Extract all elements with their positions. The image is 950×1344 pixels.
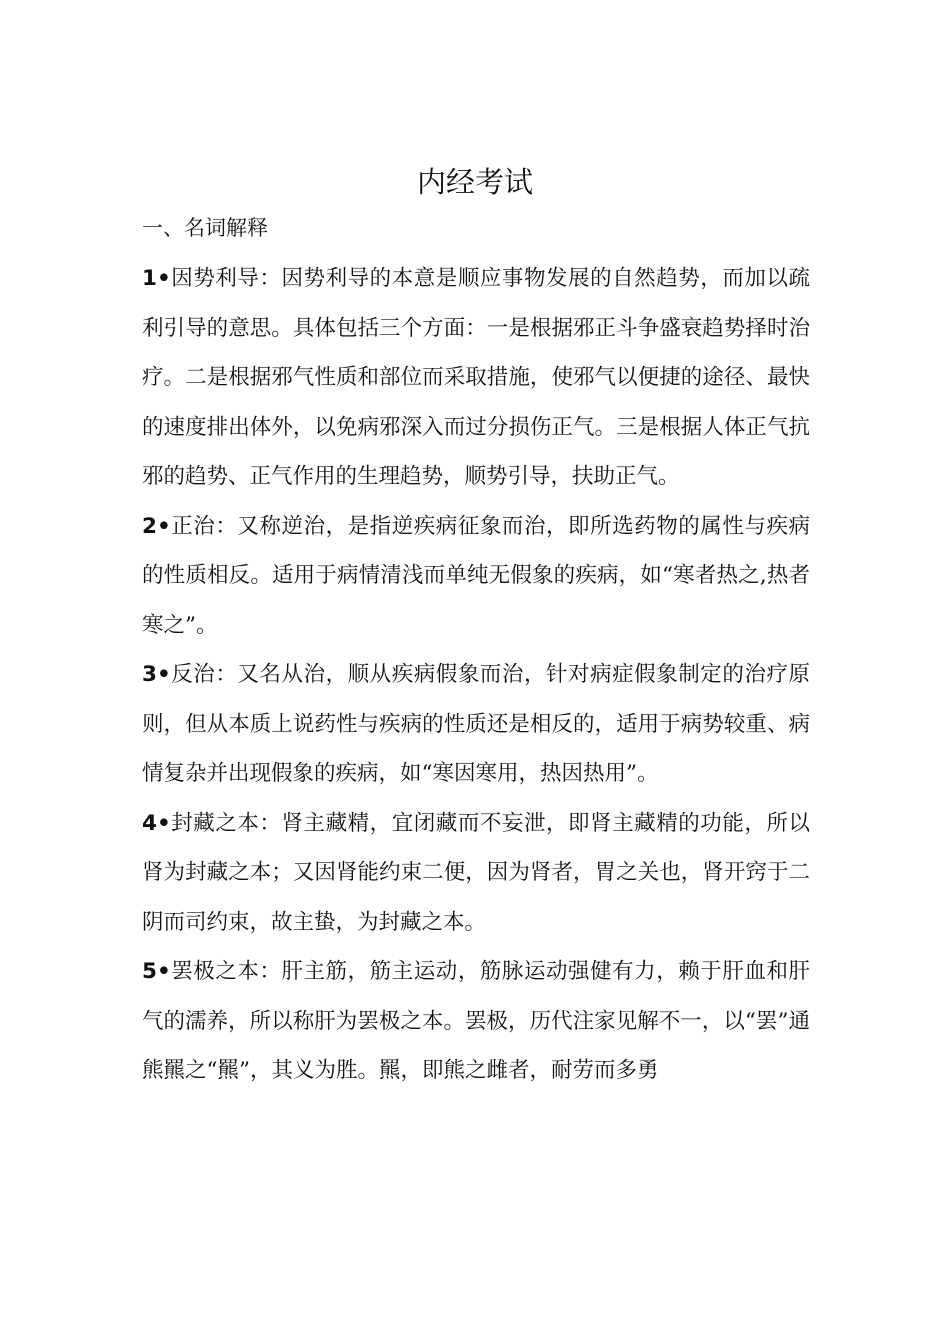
definition-entry-1 [142, 254, 810, 502]
entry-text: 正治：又称逆治，是指逆疾病征象而治，即所选药物的属性与疾病的性质相反。适用于病情清浅而单纯无假象的疾病，如“寒者热之,热者寒之”。 [142, 513, 810, 638]
definition-entry-4 [142, 799, 810, 948]
entry-text: 封藏之本：肾主藏精，宜闭藏而不妄泄，即肾主藏精的功能，所以肾为封藏之本；又因肾能约束二便，因为肾者，胃之关也，肾开窍于二阴而司约束，故主蛰，为封藏之本。 [142, 810, 810, 935]
entry-text: 反治：又名从治，顺从疾病假象而治，针对病症假象制定的治疗原则，但从本质上说药性与疾病的性质还是相反的，适用于病势较重、病情复杂并出现假象的疾病，如“寒因寒用，热因热用”。 [142, 662, 810, 786]
entry-bullet: • [156, 959, 171, 984]
entry-number: 3 [142, 662, 157, 687]
entry-bullet: • [156, 662, 171, 687]
definition-list [142, 254, 810, 1096]
entry-bullet: • [156, 266, 171, 291]
entry-number: 2 [142, 513, 157, 539]
entry-number: 1 [142, 266, 157, 291]
definition-entry-3 [142, 650, 810, 799]
entry-number: 4 [142, 810, 157, 836]
entry-bullet: • [156, 513, 171, 539]
entry-number: 5 [142, 959, 157, 984]
definition-entry-2 [142, 502, 810, 651]
entry-bullet: • [156, 810, 171, 836]
document-title: 内经考试 [416, 165, 533, 199]
section-heading: 一、名词解释 [142, 216, 268, 240]
entry-text: 因势利导：因势利导的本意是顺应事物发展的自然趋势，而加以疏利引导的意思。具体包括三个方面：一是根据邪正斗争盛衰趋势择时治疗。二是根据邪气性质和部位而采取措施，使邪气以便捷的途径、最快的速度排出体外，以免病邪深入而过分损伤正气。三是根据人体正气抗邪的趋势、正气作用的生理趋势，顺势引导，扶助正气。 [142, 266, 810, 489]
entry-text: 罢极之本：肝主筋，筋主运动，筋脉运动强健有力，赖于肝血和肝气的濡养，所以称肝为罢极之本。罢极，历代注家见解不一，以“罢”通熊羆之“羆”，其义为胜。羆，即熊之雌者，耐劳而多勇 [142, 959, 810, 1083]
definition-entry-5 [142, 947, 810, 1096]
